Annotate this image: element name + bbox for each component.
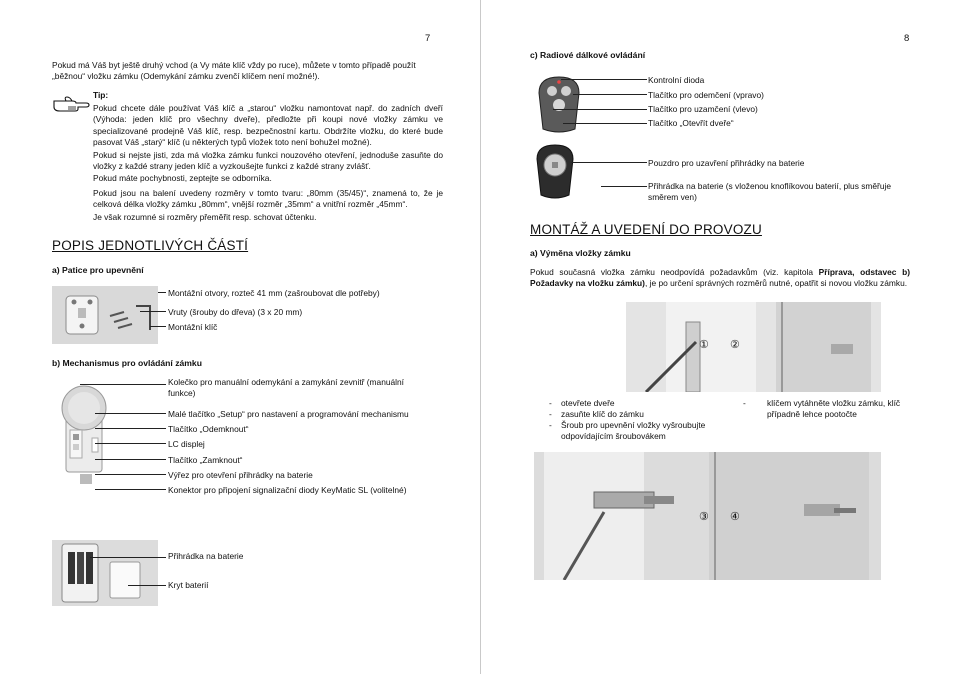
leader-line (140, 311, 166, 312)
subheading-mechanism: b) Mechanismus pro ovládání zámku (52, 358, 202, 368)
leader-line (95, 443, 166, 444)
tip-label: Tip: (93, 90, 109, 100)
label-battery-case: Pouzdro pro uzavření přihrádky na baterie (648, 158, 805, 168)
leader-line (553, 109, 647, 110)
leader-line (158, 292, 166, 293)
leader-line (95, 413, 166, 414)
step-marker-4: ④ (730, 511, 740, 523)
label-mount-key: Montážní klíč (168, 322, 218, 332)
label-battery-cover: Kryt baterií (168, 580, 209, 590)
subheading-replace-cylinder: a) Výměna vložky zámku (530, 248, 631, 258)
label-battery-compartment: Přihrádka na baterie (168, 551, 244, 561)
label-battery-cutout: Výřez pro otevření přihrádky na baterie (168, 470, 313, 480)
right-page (481, 0, 960, 674)
step-open-door: otevřete dveře (561, 398, 615, 408)
leader-line (601, 186, 647, 187)
leader-line (563, 123, 647, 124)
step-marker-1: ① (699, 339, 709, 351)
label-mount-holes: Montážní otvory, rozteč 41 mm (zašroubovat dle potřeby) (168, 288, 380, 298)
label-open-door: Tlačítko „Otevřít dveře“ (648, 118, 734, 128)
label-lock-left: Tlačítko pro uzamčení (vlevo) (648, 104, 758, 114)
label-connector: Konektor pro připojení signalizační diody KeyMatic SL (volitelné) (168, 485, 407, 495)
leader-line (128, 585, 166, 586)
tip-text: Pokud chcete dále používat Váš klíč a „starou“ vložku namontovat např. do zadních dveří (Výhoda: jeden klíč pro všechny dveře), předložte při koupi nové vložky zámku ve specializované prodejně Váš klíč, resp. bezpečnostní kartu. Obdržíte vložku, do které bude pasovat Váš „starý“ klíč (u některých typů vložek toto není bohužel možné). (93, 103, 443, 148)
paragraph-dimensions: Pokud jsou na balení uvedeny rozměry v tomto tvaru: „80mm (35/45)“, znamená to, že je celková délka vložky zámku „80mm“, vnější rozměr „35mm“ a vnitřní rozměr „45mm“. (93, 188, 443, 210)
label-control-led: Kontrolní dioda (648, 75, 705, 85)
leader-line (150, 326, 166, 327)
intro-paragraph: Pokud má Váš byt ještě druhý vchod (a Vy máte klíč vždy po ruce), můžete v tomto případě použít „běžnou“ vložku zámku (Odemykání zámku zvenčí klíčem není možné!). (52, 60, 416, 82)
label-lock-button: Tlačítko „Zamknout“ (168, 455, 243, 465)
step-marker-3: ③ (699, 511, 709, 523)
paragraph-doubts: Pokud máte pochybnosti, zeptejte se odborníka. (93, 173, 272, 183)
label-lc-display: LC displej (168, 439, 205, 449)
leader-line (95, 474, 166, 475)
label-setup-button: Malé tlačítko „Setup“ pro nastavení a programování mechanismu (168, 409, 409, 419)
step-pull-cylinder: klíčem vytáhněte vložku zámku, klíč případně lehce pootočte (767, 398, 901, 420)
mount-plate-photo (52, 286, 158, 344)
leader-line (95, 489, 166, 490)
step-marker-2: ② (730, 339, 740, 351)
leader-line (95, 428, 166, 429)
step-unscrew: Šroub pro upevnění vložky vyšroubujte odpovídajícím šroubovákem (561, 420, 706, 442)
leader-line (561, 79, 647, 80)
step-insert-key: zasuňte klíč do zámku (561, 409, 644, 419)
leader-line (571, 162, 647, 163)
leader-line (573, 94, 647, 95)
label-battery-coin: Přihrádka na baterie (s vloženou knoflíkovou baterií, plus směřuje směrem ven) (648, 181, 892, 203)
remote-control-photo (531, 73, 587, 135)
section-heading: POPIS JEDNOTLIVÝCH ČÁSTÍ (52, 238, 249, 253)
subheading-remote: c) Radiové dálkové ovládání (530, 50, 646, 60)
step-dash: - (549, 398, 552, 408)
battery-compartment-photo (52, 540, 158, 606)
label-wheel: Kolečko pro manuální odemykání a zamykání zevnitř (manuální funkce) (168, 377, 405, 399)
leader-line (80, 384, 166, 385)
label-screws: Vruty (šrouby do dřeva) (3 x 20 mm) (168, 307, 303, 317)
subheading-mount: a) Patice pro upevnění (52, 265, 144, 275)
step-dash: - (549, 420, 552, 430)
leader-line (90, 557, 166, 558)
page-number: 7 (425, 33, 431, 44)
label-unlock-button: Tlačítko „Odemknout“ (168, 424, 249, 434)
section-heading: MONTÁŽ A UVEDENÍ DO PROVOZU (530, 222, 762, 237)
paragraph-measure: Je však rozumné si rozměry přeměřit resp. schovat účtenku. (93, 212, 317, 222)
remote-back-photo (531, 143, 579, 203)
replace-paragraph: Pokud současná vložka zámku neodpovídá požadavkům (viz. kapitola Příprava, odstavec b) Požadavky na vložku zámku), je po určení správných rozměrů nutné, opatřit si novou vložku zámku. (530, 267, 910, 289)
step-dash: - (549, 409, 552, 419)
pointing-hand-icon (52, 95, 90, 113)
paragraph-emergency: Pokud si nejste jisti, zda má vložka zámku funkci nouzového otevření, jednoduše zasuňte do vložky z každé strany jeden klíč a vyzkoušejte funkci z každé strany zvlášť. (93, 150, 443, 172)
leader-line (95, 459, 166, 460)
door-photo-top (626, 302, 881, 392)
label-unlock-right: Tlačítko pro odemčení (vpravo) (648, 90, 764, 100)
step-dash: - (743, 398, 746, 408)
page-number: 8 (904, 33, 910, 44)
